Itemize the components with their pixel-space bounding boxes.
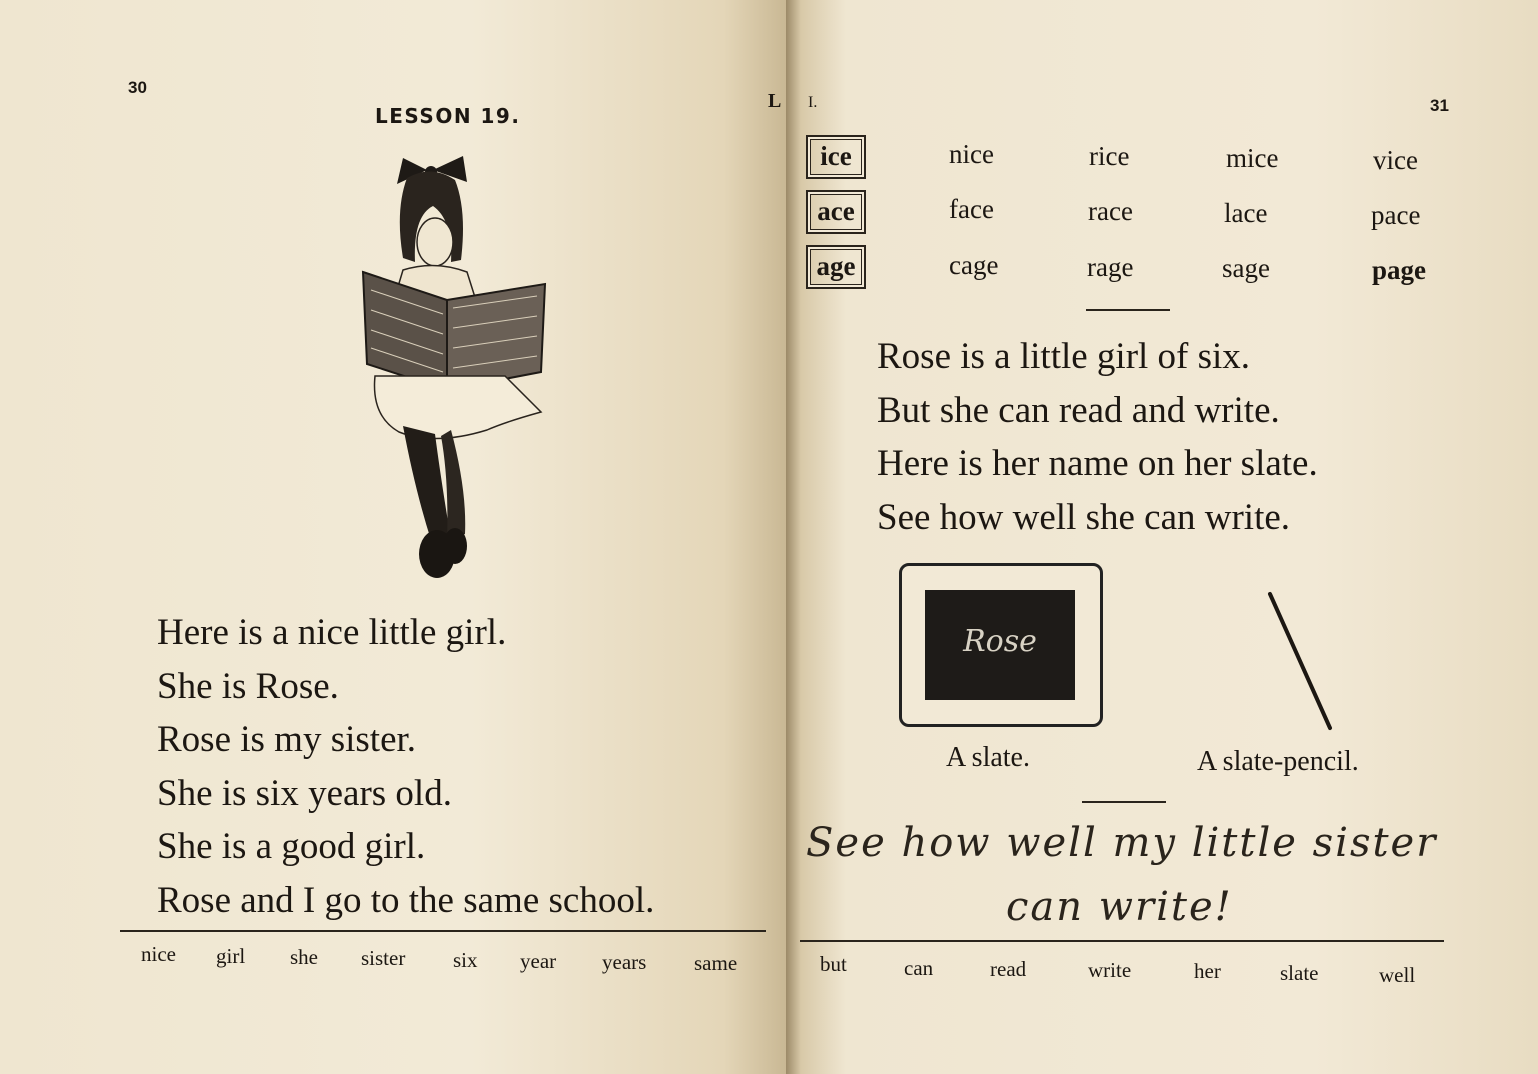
script-line: See how well my little sister	[806, 820, 1438, 866]
vocab-word: write	[1088, 958, 1132, 982]
reading-line: Here is her name on her slate.	[877, 443, 1318, 484]
slate-name: Rose	[963, 624, 1037, 659]
vocab-word: read	[990, 957, 1027, 981]
slate-pencil-illustration	[1262, 588, 1342, 738]
word-family-word: pace	[1371, 200, 1421, 230]
vocab-word: can	[904, 956, 934, 980]
girl-reading-illustration	[355, 150, 555, 590]
word-family-word: cage	[949, 250, 999, 280]
vocab-word: same	[694, 951, 738, 975]
vocab-word: she	[290, 945, 318, 969]
reading-line: Here is a nice little girl.	[157, 612, 507, 653]
vocab-word: well	[1379, 963, 1416, 987]
vocabulary-divider	[120, 930, 766, 932]
running-head-left: L	[768, 90, 782, 112]
vocab-word: six	[453, 948, 478, 972]
section-divider	[1082, 801, 1166, 803]
word-family-key: ice	[806, 135, 866, 179]
word-family-word: vice	[1373, 145, 1418, 175]
word-family-word: lace	[1224, 198, 1268, 228]
word-family-word: rage	[1087, 252, 1134, 282]
slate-caption: A slate.	[946, 742, 1030, 773]
word-family-word: sage	[1222, 253, 1270, 283]
vocab-word: but	[820, 952, 847, 976]
reading-line: Rose and I go to the same school.	[157, 879, 655, 921]
reading-line: She is six years old.	[157, 772, 452, 814]
slate-illustration	[899, 563, 1103, 727]
word-family-key: age	[806, 245, 866, 289]
reading-line: But she can read and write.	[877, 389, 1280, 431]
reading-line: Rose is my sister.	[157, 719, 417, 760]
reading-line: See how well she can write.	[877, 496, 1291, 538]
word-family-word: mice	[1226, 143, 1279, 173]
vocab-word: girl	[216, 944, 246, 968]
vocab-word: slate	[1280, 961, 1319, 985]
word-family-word: race	[1088, 196, 1133, 226]
right-reading-passage	[877, 330, 1318, 544]
lesson-title: LESSON 19.	[375, 104, 521, 128]
word-family-word: page	[1372, 255, 1426, 285]
vocab-word: year	[520, 949, 557, 973]
script-line: can write!	[1006, 884, 1233, 930]
vocab-word: nice	[141, 942, 176, 966]
reading-line: Rose is a little girl of six.	[877, 336, 1251, 377]
vocab-word: her	[1194, 959, 1221, 983]
slate-board	[925, 590, 1075, 700]
page-number-left: 30	[128, 78, 147, 97]
vocabulary-divider	[800, 940, 1444, 942]
vocab-word: years	[602, 950, 647, 974]
slate-pencil-caption: A slate-pencil.	[1197, 746, 1359, 777]
running-head-right: I.	[808, 94, 818, 111]
word-family-word: nice	[949, 139, 994, 169]
reading-line: She is Rose.	[157, 665, 339, 707]
word-family-word: face	[949, 194, 994, 224]
reading-line: She is a good girl.	[157, 826, 426, 867]
left-reading-passage	[157, 606, 654, 927]
page-number-right: 31	[1430, 96, 1449, 115]
section-divider	[1086, 309, 1170, 311]
word-family-word: rice	[1089, 141, 1130, 171]
vocab-word: sister	[361, 946, 406, 970]
word-family-key: ace	[806, 190, 866, 234]
